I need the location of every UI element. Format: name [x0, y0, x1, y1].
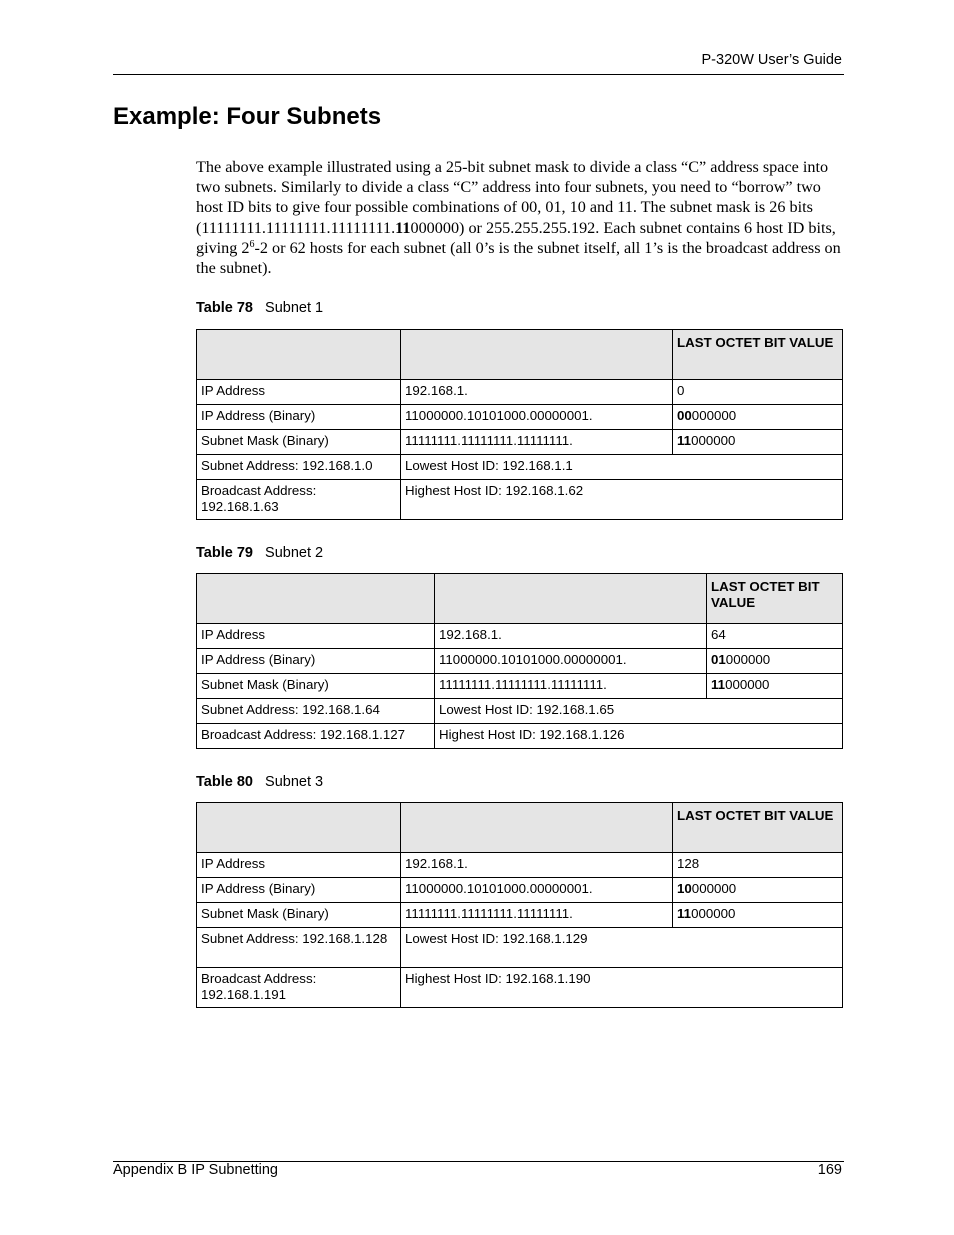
- table-cell: Subnet Mask (Binary): [197, 903, 401, 928]
- bit-value-rest: 000000: [691, 881, 737, 896]
- header-divider: [113, 74, 844, 75]
- table-cell: Broadcast Address: 192.168.1.191: [197, 968, 401, 1008]
- table-cell: [673, 903, 843, 928]
- table-cell: Highest Host ID: 192.168.1.190: [401, 968, 843, 1008]
- intro-text-1: The above example illustrated using a 25-bit subnet mask to divide a class “C” address space into two subnets. Similarly to divide a class “C” address into four subnets, you need to “borrow” two host ID bits to give four possible combinations of 00, 01, 10 and 11. The subnet mask is 26 bits (11111111.11111111.11111111.: [196, 158, 829, 237]
- table-cell: IP Address: [197, 624, 435, 649]
- table-header-cell: [197, 330, 401, 380]
- intro-superscript: 6: [249, 238, 255, 250]
- table-cell: Lowest Host ID: 192.168.1.65: [435, 699, 843, 724]
- table-header-cell: [197, 574, 435, 624]
- table-row: [197, 968, 843, 1008]
- table-cell: [707, 649, 843, 674]
- table-cell: Subnet Address: 192.168.1.64: [197, 699, 435, 724]
- table-row: [197, 853, 843, 878]
- table-caption-text: Subnet 2: [265, 545, 324, 561]
- table-cell: Lowest Host ID: 192.168.1.1: [401, 455, 843, 480]
- table-cell: Highest Host ID: 192.168.1.126: [435, 724, 843, 749]
- intro-paragraph: [196, 157, 844, 278]
- table-caption-text: Subnet 1: [265, 300, 324, 316]
- bit-value-bold: 10: [677, 881, 692, 896]
- table-cell: 11111111.11111111.11111111.: [401, 430, 673, 455]
- subnet-table-2: [196, 573, 843, 749]
- table-header-cell: [401, 330, 673, 380]
- table-row: [197, 928, 843, 968]
- table-cell: [673, 405, 843, 430]
- table-cell: 11000000.10101000.00000001.: [435, 649, 707, 674]
- table-header-row: [197, 574, 843, 624]
- table-caption: [196, 545, 323, 561]
- table-header-row: [197, 330, 843, 380]
- footer-section: Appendix B IP Subnetting: [113, 1162, 278, 1178]
- table-row: [197, 674, 843, 699]
- table-cell: IP Address (Binary): [197, 405, 401, 430]
- table-caption-label: Table 78: [196, 300, 253, 316]
- table-cell: 128: [673, 853, 843, 878]
- table-row: [197, 380, 843, 405]
- bit-value-rest: 000000: [691, 408, 737, 423]
- table-header-row: [197, 803, 843, 853]
- table-cell: IP Address: [197, 380, 401, 405]
- bit-value-bold: 11: [677, 433, 692, 448]
- table-cell: [673, 430, 843, 455]
- table-header-cell: LAST OCTET BIT VALUE: [673, 330, 843, 380]
- table-cell: Broadcast Address: 192.168.1.63: [197, 480, 401, 520]
- table-row: [197, 455, 843, 480]
- bit-value-bold: 00: [677, 408, 692, 423]
- table-row: [197, 624, 843, 649]
- bit-value-bold: 11: [711, 677, 726, 692]
- bit-value-rest: 000000: [725, 677, 770, 692]
- subnet-table-3: [196, 802, 843, 1008]
- table-header-cell: [401, 803, 673, 853]
- table-cell: Broadcast Address: 192.168.1.127: [197, 724, 435, 749]
- table-cell: IP Address (Binary): [197, 649, 435, 674]
- table-header-cell: [435, 574, 707, 624]
- table-cell: Highest Host ID: 192.168.1.62: [401, 480, 843, 520]
- table-row: [197, 903, 843, 928]
- table-cell: [673, 878, 843, 903]
- table-cell: Subnet Mask (Binary): [197, 674, 435, 699]
- table-caption-text: Subnet 3: [265, 774, 324, 790]
- table-cell: 11000000.10101000.00000001.: [401, 405, 673, 430]
- table-cell: Subnet Address: 192.168.1.0: [197, 455, 401, 480]
- table-row: [197, 430, 843, 455]
- table-row: [197, 480, 843, 520]
- page-number: 169: [817, 1162, 842, 1178]
- table-cell: Subnet Mask (Binary): [197, 430, 401, 455]
- intro-text-2: 000000) or 255.255.255.192. Each subnet contains 6 host ID bits, giving 2: [196, 218, 836, 257]
- table-cell: [707, 674, 843, 699]
- page-title: Example: Four Subnets: [113, 103, 382, 130]
- table-header-cell: LAST OCTET BIT VALUE: [707, 574, 843, 624]
- table-cell: Lowest Host ID: 192.168.1.129: [401, 928, 843, 968]
- table-row: [197, 878, 843, 903]
- table-cell: 192.168.1.: [435, 624, 707, 649]
- table-cell: Subnet Address: 192.168.1.128: [197, 928, 401, 968]
- bit-value-rest: 000000: [725, 652, 771, 667]
- table-cell: 11111111.11111111.11111111.: [435, 674, 707, 699]
- table-row: [197, 649, 843, 674]
- table-caption-label: Table 79: [196, 545, 253, 561]
- bit-value-rest: 000000: [691, 433, 736, 448]
- bit-value-bold: 11: [677, 906, 692, 921]
- intro-bold-bits: 11: [395, 218, 411, 237]
- subnet-table-1: [196, 329, 843, 520]
- table-row: [197, 405, 843, 430]
- table-cell: 0: [673, 380, 843, 405]
- table-header-cell: [197, 803, 401, 853]
- table-cell: 192.168.1.: [401, 853, 673, 878]
- table-cell: 11111111.11111111.11111111.: [401, 903, 673, 928]
- table-caption-label: Table 80: [196, 774, 253, 790]
- table-cell: 64: [707, 624, 843, 649]
- table-row: [197, 699, 843, 724]
- table-cell: IP Address: [197, 853, 401, 878]
- table-caption: [196, 774, 323, 790]
- bit-value-bold: 01: [711, 652, 726, 667]
- table-header-cell: LAST OCTET BIT VALUE: [673, 803, 843, 853]
- table-caption: [196, 300, 323, 316]
- running-header: P-320W User’s Guide: [701, 52, 842, 68]
- table-cell: 192.168.1.: [401, 380, 673, 405]
- intro-text-3: -2 or 62 hosts for each subnet (all 0’s is the subnet itself, all 1’s is the broadcast address on the subnet).: [196, 238, 841, 278]
- table-cell: 11000000.10101000.00000001.: [401, 878, 673, 903]
- bit-value-rest: 000000: [691, 906, 736, 921]
- table-row: [197, 724, 843, 749]
- table-cell: IP Address (Binary): [197, 878, 401, 903]
